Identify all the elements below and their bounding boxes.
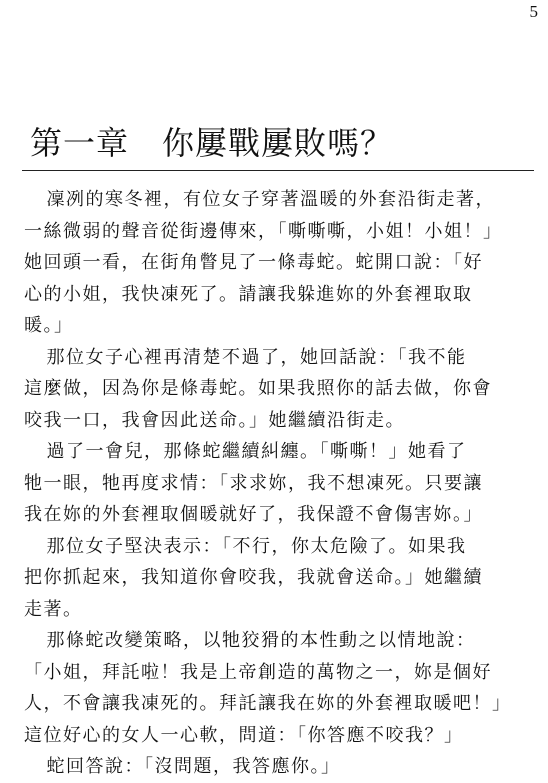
page-number: 5 — [529, 2, 538, 21]
paragraph: 過了一會兒，那條蛇繼續糾纏。「嘶嘶！」她看了 牠一眼，牠再度求情：「求求妳，我不想凍死。只要讓 我在妳的外套裡取個暖就好了，我保證不會傷害妳。」 — [24, 441, 483, 525]
paragraph: 那位女子心裡再清楚不過了，她回話說：「我不能 這麼做，因為你是條毒蛇。如果我照你的話去做，你會 咬我一口，我會因此送命。」她繼續沿街走。 — [24, 346, 492, 431]
title-divider — [22, 170, 534, 171]
body-text — [24, 184, 524, 783]
paragraph: 蛇回答說：「沒問題，我答應你。」 — [46, 756, 341, 777]
chapter-title: 第一章 你屢戰屢敗嗎？ — [30, 124, 394, 162]
paragraph: 那條蛇改變策略，以牠狡猾的本性動之以情地說： 「小姐，拜託啦！我是上帝創造的萬物之一，妳是個好 人，不會讓我凍死的。拜託讓我在妳的外套裡取暖吧！」 這位好心的女人一心軟，問道：「你答應不咬我？」 — [24, 630, 512, 746]
paragraph: 那位女子堅決表示：「不行，你太危險了。如果我 把你抓起來，我知道你會咬我，我就會送命。」她繼續 走著。 — [24, 535, 483, 620]
paragraph: 凜冽的寒冬裡，有位女子穿著溫暖的外套沿街走著， 一絲微弱的聲音從街邊傳來，「嘶嘶嘶，小姐！小姐！」 她回頭一看，在街角瞥見了一條毒蛇。蛇開口說：「好 心的小姐，我快凍死了。請讓我躲進妳的外套裡取取 暖。」 — [24, 189, 503, 336]
